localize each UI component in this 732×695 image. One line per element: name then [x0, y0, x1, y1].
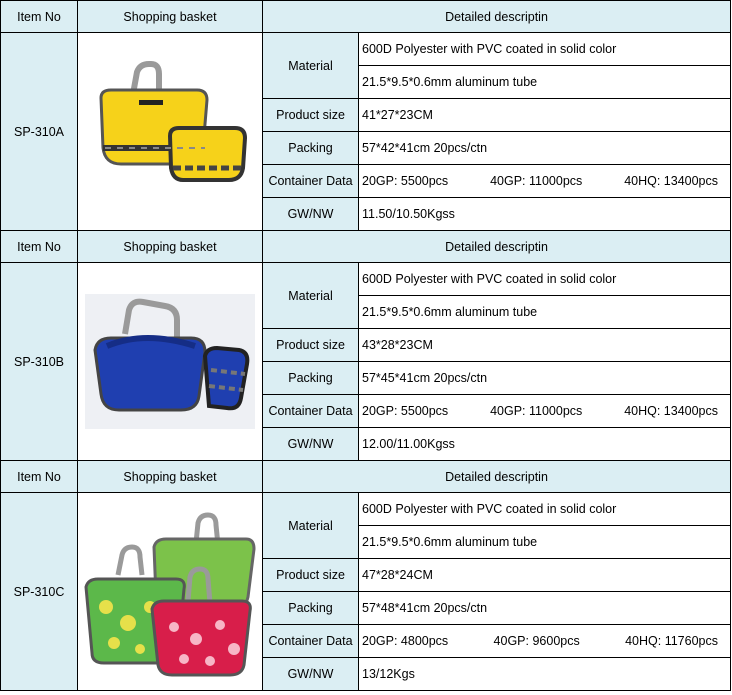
container-40gp: 40GP: 9600pcs [493, 634, 580, 648]
gw-nw-label: GW/NW [263, 198, 359, 231]
basket-image [78, 493, 263, 691]
product-size-label: Product size [263, 99, 359, 132]
description-header: Detailed descriptin [263, 461, 731, 493]
packing-value: 57*42*41cm 20pcs/ctn [359, 132, 731, 165]
container-40hq: 40HQ: 13400pcs [624, 404, 718, 418]
basket-image [78, 33, 263, 231]
container-20gp: 20GP: 4800pcs [362, 634, 449, 648]
packing-label: Packing [263, 592, 359, 625]
basket-header: Shopping basket [78, 231, 263, 263]
material-tube-value: 21.5*9.5*0.6mm aluminum tube [359, 296, 731, 329]
product-size-value: 43*28*23CM [359, 329, 731, 362]
container-data-label: Container Data [263, 165, 359, 198]
gw-nw-value: 11.50/10.50Kgss [359, 198, 731, 231]
product-size-label: Product size [263, 559, 359, 592]
header-row [1, 1, 731, 33]
material-tube-value: 21.5*9.5*0.6mm aluminum tube [359, 66, 731, 99]
container-20gp: 20GP: 5500pcs [362, 404, 449, 418]
basket-header: Shopping basket [78, 461, 263, 493]
container-40hq: 40HQ: 11760pcs [625, 634, 718, 648]
product-size-label: Product size [263, 329, 359, 362]
gw-nw-value: 13/12Kgs [359, 658, 731, 691]
item-number: SP-310C [1, 493, 78, 691]
container-40gp: 40GP: 11000pcs [490, 174, 583, 188]
container-40gp: 40GP: 11000pcs [490, 404, 583, 418]
material-value: 600D Polyester with PVC coated in solid color [359, 33, 731, 66]
item-no-header: Item No [1, 1, 78, 33]
gw-nw-value: 12.00/11.00Kgss [359, 428, 731, 461]
description-header: Detailed descriptin [263, 231, 731, 263]
table-row [1, 263, 731, 296]
basket-header: Shopping basket [78, 1, 263, 33]
table-row [1, 493, 731, 526]
item-number: SP-310B [1, 263, 78, 461]
packing-value: 57*45*41cm 20pcs/ctn [359, 362, 731, 395]
product-size-value: 47*28*24CM [359, 559, 731, 592]
material-value: 600D Polyester with PVC coated in solid color [359, 493, 731, 526]
material-value: 600D Polyester with PVC coated in solid color [359, 263, 731, 296]
gw-nw-label: GW/NW [263, 428, 359, 461]
item-no-header: Item No [1, 231, 78, 263]
header-row [1, 231, 731, 263]
yellow-basket-image [85, 52, 255, 212]
table-row [1, 33, 731, 66]
packing-label: Packing [263, 132, 359, 165]
basket-image [78, 263, 263, 461]
container-data-label: Container Data [263, 395, 359, 428]
material-label: Material [263, 493, 359, 559]
container-20gp: 20GP: 5500pcs [362, 174, 449, 188]
item-no-header: Item No [1, 461, 78, 493]
container-data-label: Container Data [263, 625, 359, 658]
material-tube-value: 21.5*9.5*0.6mm aluminum tube [359, 526, 731, 559]
gw-nw-label: GW/NW [263, 658, 359, 691]
packing-label: Packing [263, 362, 359, 395]
material-label: Material [263, 263, 359, 329]
item-number: SP-310A [1, 33, 78, 231]
container-data-value [359, 165, 731, 198]
patterned-baskets-image [84, 503, 256, 681]
container-data-value [359, 395, 731, 428]
container-data-value [359, 625, 731, 658]
product-size-value: 41*27*23CM [359, 99, 731, 132]
description-header: Detailed descriptin [263, 1, 731, 33]
container-40hq: 40HQ: 13400pcs [624, 174, 718, 188]
packing-value: 57*48*41cm 20pcs/ctn [359, 592, 731, 625]
material-label: Material [263, 33, 359, 99]
blue-basket-image [85, 294, 255, 429]
header-row [1, 461, 731, 493]
